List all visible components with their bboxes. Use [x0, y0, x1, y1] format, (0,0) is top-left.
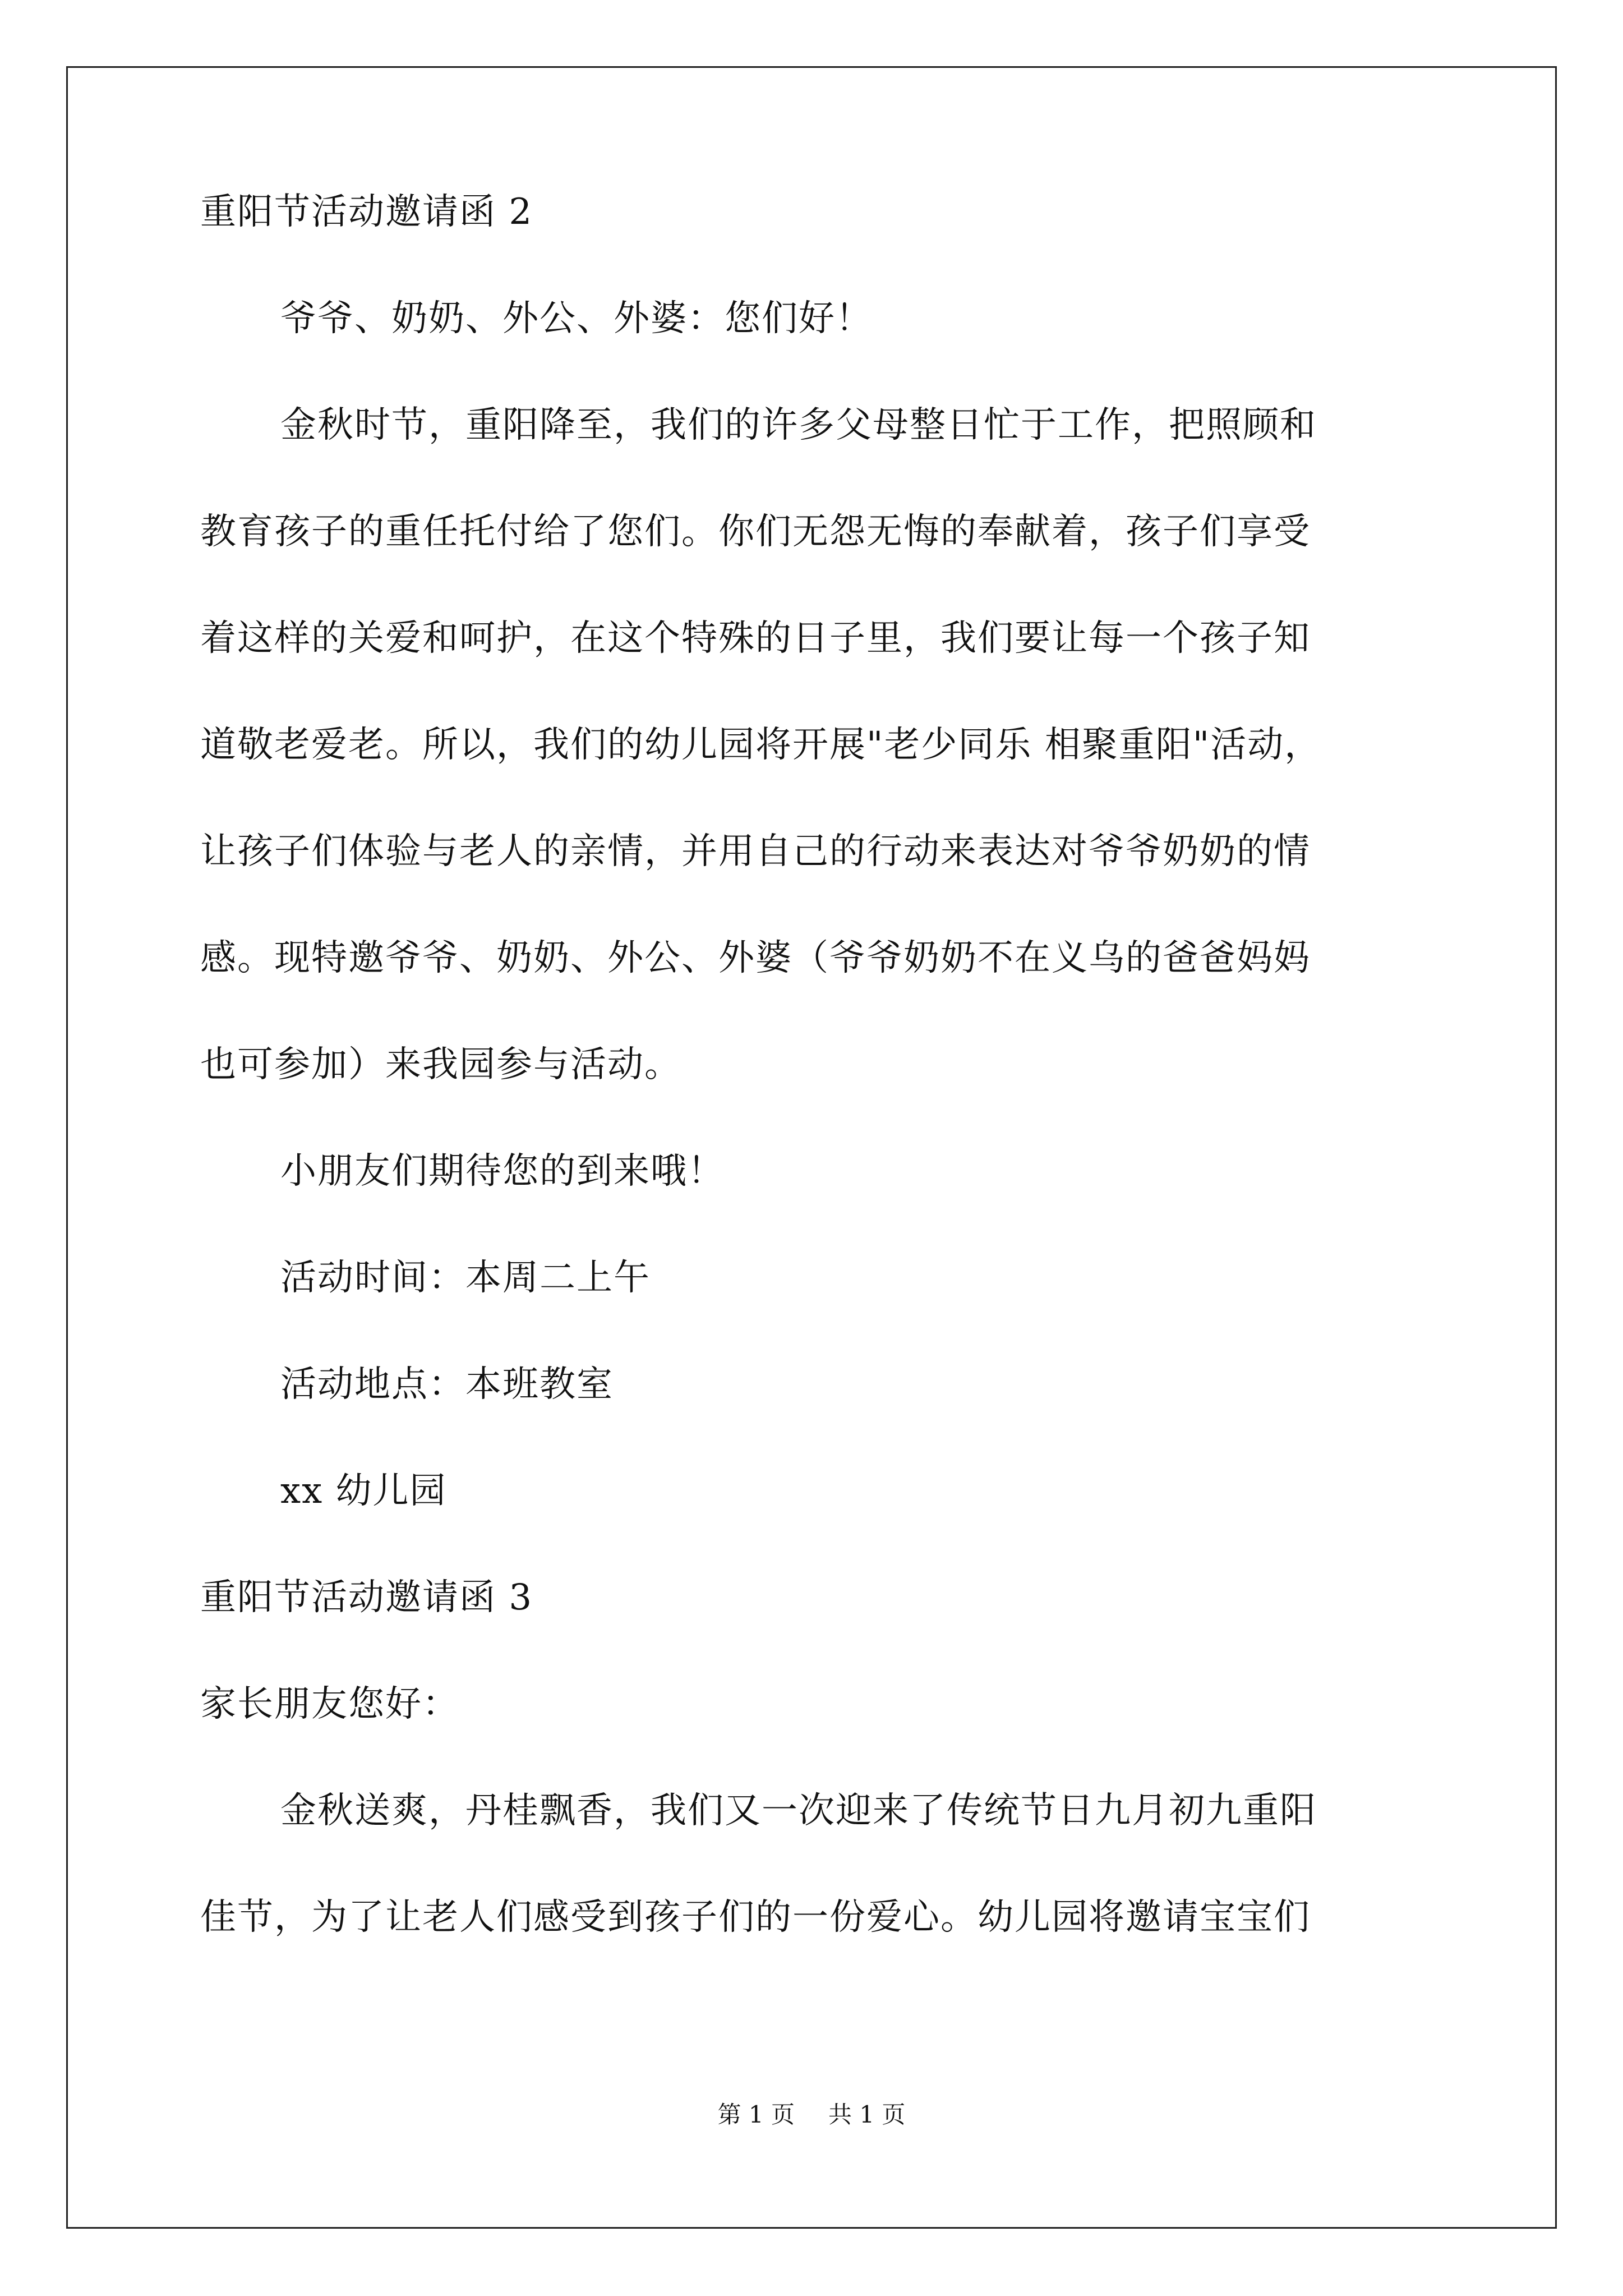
section3-para-line: 金秋送爽，丹桂飘香，我们又一次迎来了传统节日九月初九重阳: [280, 1790, 1317, 1832]
section2-para-line: 着这样的关爱和呵护，在这个特殊的日子里，我们要让每一个孩子知: [200, 618, 1311, 659]
section2-signature: xx 幼儿园: [280, 1470, 447, 1512]
section2-para-line: 感。现特邀爷爷、奶奶、外公、外婆（爷爷奶奶不在义乌的爸爸妈妈: [200, 937, 1311, 979]
page-total: 共 1 页: [828, 2101, 906, 2128]
section2-place: 活动地点：本班教室: [280, 1364, 614, 1405]
section2-para-line: 让孩子们体验与老人的亲情，并用自己的行动来表达对爷爷奶奶的情: [200, 831, 1311, 872]
section3-greeting: 家长朋友您好：: [200, 1683, 459, 1725]
section2-title: 重阳节活动邀请函 2: [200, 191, 533, 233]
page-number: 第 1 页: [717, 2101, 795, 2128]
section2-time: 活动时间：本周二上午: [280, 1257, 651, 1299]
section2-para-line: 也可参加）来我园参与活动。: [200, 1044, 681, 1085]
section2-greeting: 爷爷、奶奶、外公、外婆：您们好！: [280, 298, 873, 339]
section3-para-line: 佳节，为了让老人们感受到孩子们的一份爱心。幼儿园将邀请宝宝们: [200, 1897, 1311, 1938]
section2-para-line: 道敬老爱老。所以，我们的幼儿园将开展"老少同乐 相聚重阳"活动，: [200, 724, 1322, 766]
section2-expect: 小朋友们期待您的到来哦！: [280, 1151, 725, 1192]
section3-title: 重阳节活动邀请函 3: [200, 1577, 533, 1618]
page-footer: [0, 2098, 1623, 2132]
section2-para-line: 教育孩子的重任托付给了您们。你们无怨无悔的奉献着，孩子们享受: [200, 511, 1311, 553]
section2-para-line: 金秋时节，重阳降至，我们的许多父母整日忙于工作，把照顾和: [280, 404, 1317, 446]
